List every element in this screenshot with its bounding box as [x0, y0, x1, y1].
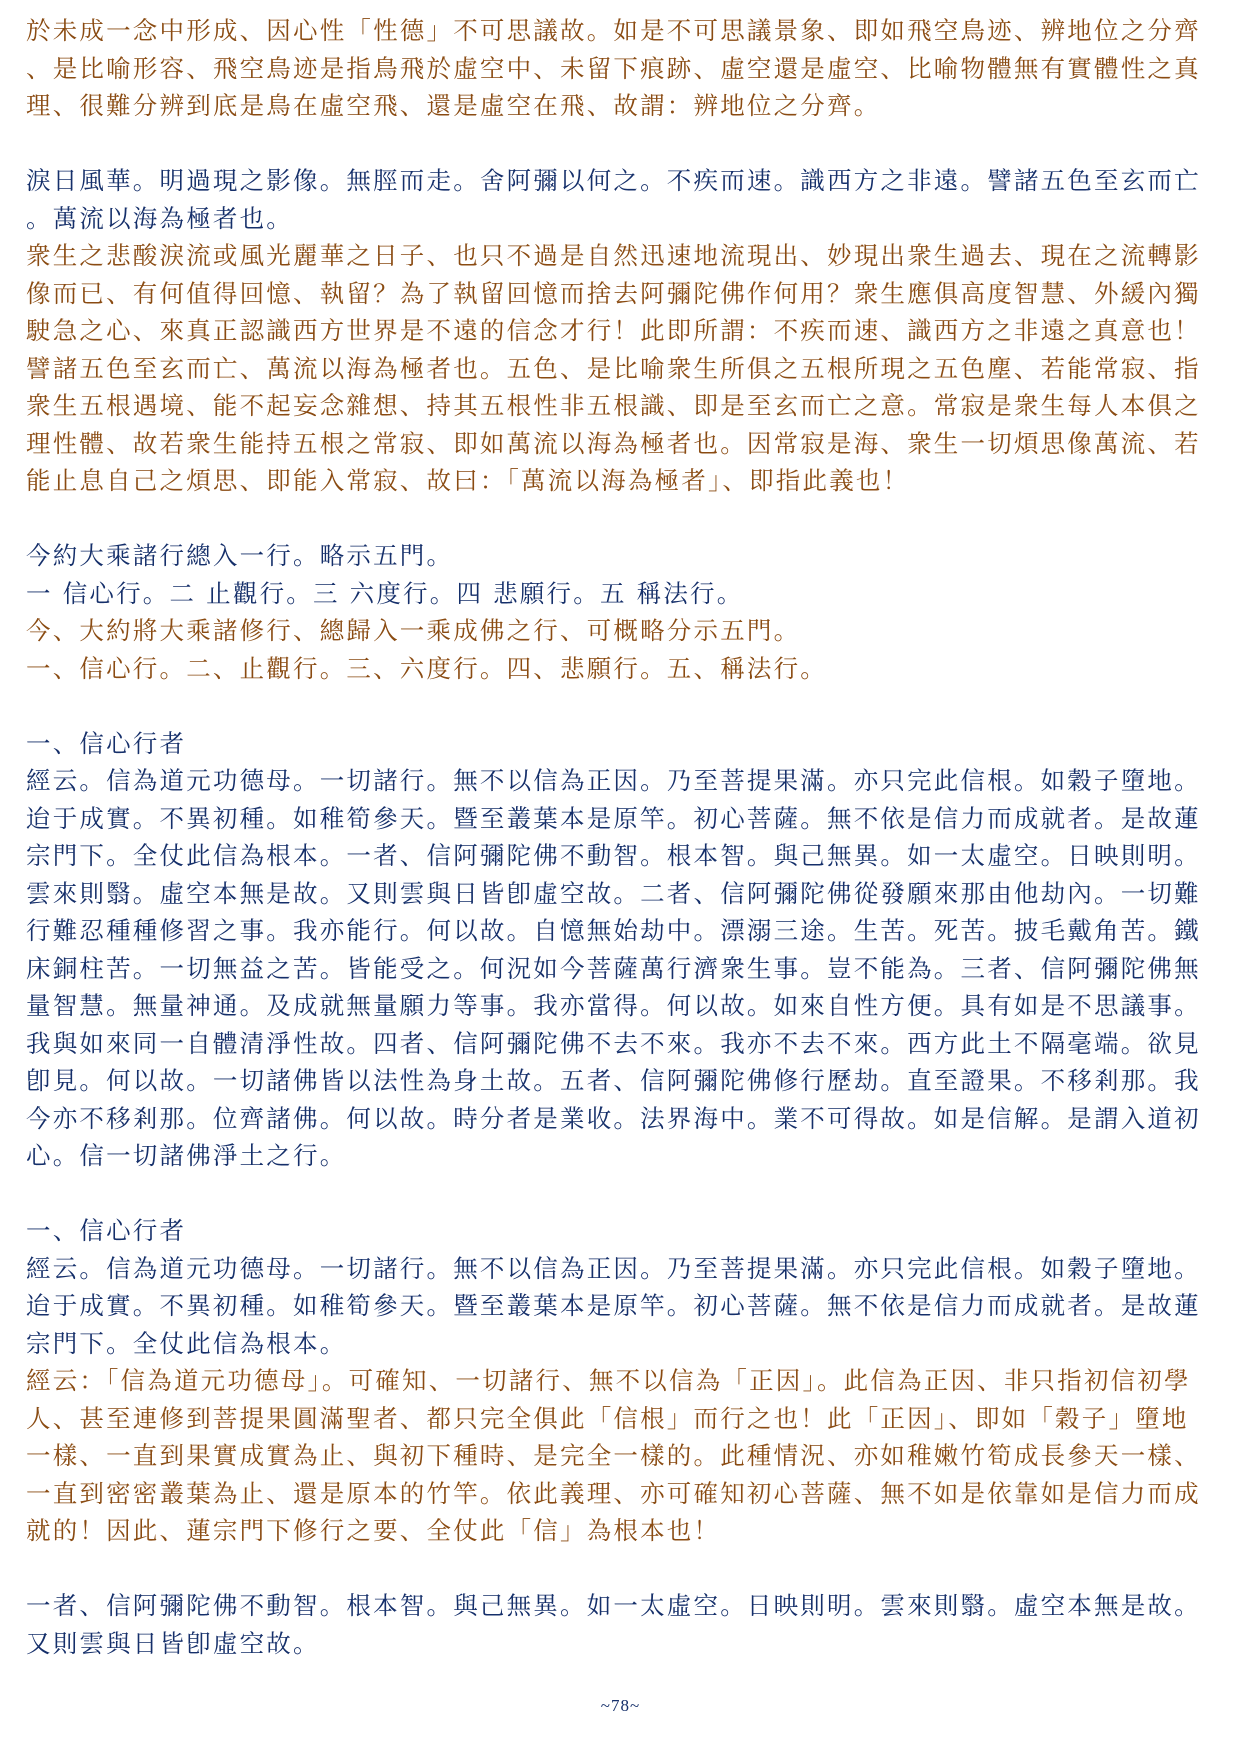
paragraph-gap	[26, 125, 1219, 163]
text-block-6	[26, 725, 1219, 1175]
text-line: 又則雲與日皆卽虛空故。	[26, 1628, 320, 1658]
text-block-4	[26, 537, 1219, 612]
text-line: 一樣、一直到果實成實為止、與初下種時、是完全一樣的。此種情況、亦如稚嫩竹筍成長參天一樣、	[26, 1441, 1201, 1470]
text-line: 能止息自己之煩思、即能入常寂、故曰：「萬流以海為極者」、即指此義也！	[26, 466, 910, 495]
text-block-3	[26, 237, 1219, 500]
text-line: 駛急之心、來真正認識西方世界是不遠的信念才行！此即所謂：不疾而速、識西方之非遠之真意也！	[26, 316, 1201, 345]
text-block-7	[26, 1212, 1219, 1362]
paragraph-gap	[26, 500, 1219, 538]
text-line: 淚日風華。明過現之影像。無脛而走。舍阿彌以何之。不疾而速。識西方之非遠。譬諸五色至玄而亡	[26, 166, 1201, 195]
text-line: 經云。信為道元功德母。一切諸行。無不以信為正因。乃至菩提果滿。亦只完此信根。如穀子墮地。	[26, 1253, 1201, 1283]
page-number: ~78~	[600, 1696, 641, 1715]
text-line: 一、信心行。二、止觀行。三、六度行。四、悲願行。五、稱法行。	[26, 653, 827, 683]
text-line: 一者、信阿彌陀佛不動智。根本智。與己無異。如一太虛空。日映則明。雲來則翳。虛空本無是故。	[26, 1591, 1201, 1620]
text-line: 量智慧。無量神通。及成就無量願力等事。我亦當得。何以故。如來自性方便。具有如是不思議事。	[26, 991, 1201, 1020]
text-block-9	[26, 1587, 1219, 1662]
text-line: 就的！因此、蓮宗門下修行之要、全仗此「信」為根本也！	[26, 1516, 721, 1545]
text-line: 經云。信為道元功德母。一切諸行。無不以信為正因。乃至菩提果滿。亦只完此信根。如穀子墮地。	[26, 766, 1201, 795]
paragraph-gap	[26, 1550, 1219, 1588]
text-line: 一直到密密叢葉為止、還是原本的竹竿。依此義理、亦可確知初心菩薩、無不如是依靠如是信力而成	[26, 1478, 1201, 1508]
text-line: 行難忍種種修習之事。我亦能行。何以故。自憶無始劫中。漂溺三途。生苦。死苦。披毛戴角苦。鐵	[26, 916, 1201, 945]
text-line: 心。信一切諸佛淨土之行。	[26, 1141, 347, 1170]
text-line: 卽見。何以故。一切諸佛皆以法性為身土故。五者、信阿彌陀佛修行歷劫。直至證果。不移剎那。我	[26, 1066, 1201, 1095]
text-line: 像而已、有何值得回憶、執留？為了執留回憶而捨去阿彌陀佛作何用？衆生應俱高度智慧、外緩內獨	[26, 278, 1201, 308]
text-line: 一 信心行。二 止觀行。三 六度行。四 悲願行。五 稱法行。	[26, 578, 744, 608]
text-line: 迨于成實。不異初種。如稚筍參天。暨至叢葉本是原竿。初心菩薩。無不依是信力而成就者。是故蓮	[26, 1291, 1201, 1320]
text-line: 宗門下。全仗此信為根本。	[26, 1328, 347, 1358]
text-line: 理性體、故若衆生能持五根之常寂、即如萬流以海為極者也。因常寂是海、衆生一切煩思像萬流、若	[26, 428, 1201, 458]
text-line: 經云：「信為道元功德母」。可確知、一切諸行、無不以信為「正因」。此信為正因、非只指初信初學	[26, 1366, 1191, 1395]
text-line: 。萬流以海為極者也。	[26, 203, 293, 233]
text-line: 、是比喻形容、飛空鳥迹是指鳥飛於虛空中、未留下痕跡、虛空還是虛空、比喻物體無有實體性之真	[26, 53, 1201, 83]
paragraph-gap	[26, 1175, 1219, 1213]
text-block-8	[26, 1362, 1219, 1550]
paragraph-gap	[26, 687, 1219, 725]
text-line: 床銅柱苦。一切無益之苦。皆能受之。何況如今菩薩萬行濟衆生事。豈不能為。三者、信阿彌陀佛無	[26, 953, 1201, 983]
section-heading: 一、信心行者	[26, 1216, 187, 1245]
text-line: 宗門下。全仗此信為根本。一者、信阿彌陀佛不動智。根本智。與己無異。如一太虛空。日映則明。	[26, 841, 1201, 870]
text-line: 今亦不移剎那。位齊諸佛。何以故。時分者是業收。法界海中。業不可得故。如是信解。是謂入道初	[26, 1103, 1201, 1133]
text-line: 譬諸五色至玄而亡、萬流以海為極者也。五色、是比喻衆生所俱之五根所現之五色塵、若能常寂、指	[26, 353, 1201, 383]
text-block-5	[26, 612, 1219, 687]
text-line: 於未成一念中形成、因心性「性德」不可思議故。如是不可思議景象、即如飛空鳥迹、辨地位之分齊	[26, 16, 1201, 45]
text-line: 雲來則翳。虛空本無是故。又則雲與日皆卽虛空故。二者、信阿彌陀佛從發願來那由他劫內。一切難	[26, 878, 1201, 908]
text-line: 我與如來同一自體清淨性故。四者、信阿彌陀佛不去不來。我亦不去不來。西方此土不隔毫端。欲見	[26, 1028, 1201, 1058]
text-line: 衆生之悲酸淚流或風光麗華之日子、也只不過是自然迅速地流現出、妙現出衆生過去、現在之流轉影	[26, 241, 1201, 270]
text-line: 今約大乘諸行總入一行。略示五門。	[26, 541, 454, 570]
text-block-1	[26, 12, 1219, 125]
section-heading: 一、信心行者	[26, 728, 187, 758]
text-line: 理、很難分辨到底是鳥在虛空飛、還是虛空在飛、故謂：辨地位之分齊。	[26, 91, 881, 120]
text-line: 今、大約將大乘諸修行、總歸入一乘成佛之行、可概略分示五門。	[26, 616, 801, 645]
text-line: 迨于成實。不異初種。如稚筍參天。暨至叢葉本是原竿。初心菩薩。無不依是信力而成就者。是故蓮	[26, 803, 1201, 833]
text-block-2	[26, 162, 1219, 237]
text-line: 人、甚至連修到菩提果圓滿聖者、都只完全俱此「信根」而行之也！此「正因」、即如「穀子」墮地	[26, 1403, 1189, 1433]
text-line: 衆生五根遇境、能不起妄念雜想、持其五根性非五根識、即是至玄而亡之意。常寂是衆生每人本俱之	[26, 391, 1201, 420]
